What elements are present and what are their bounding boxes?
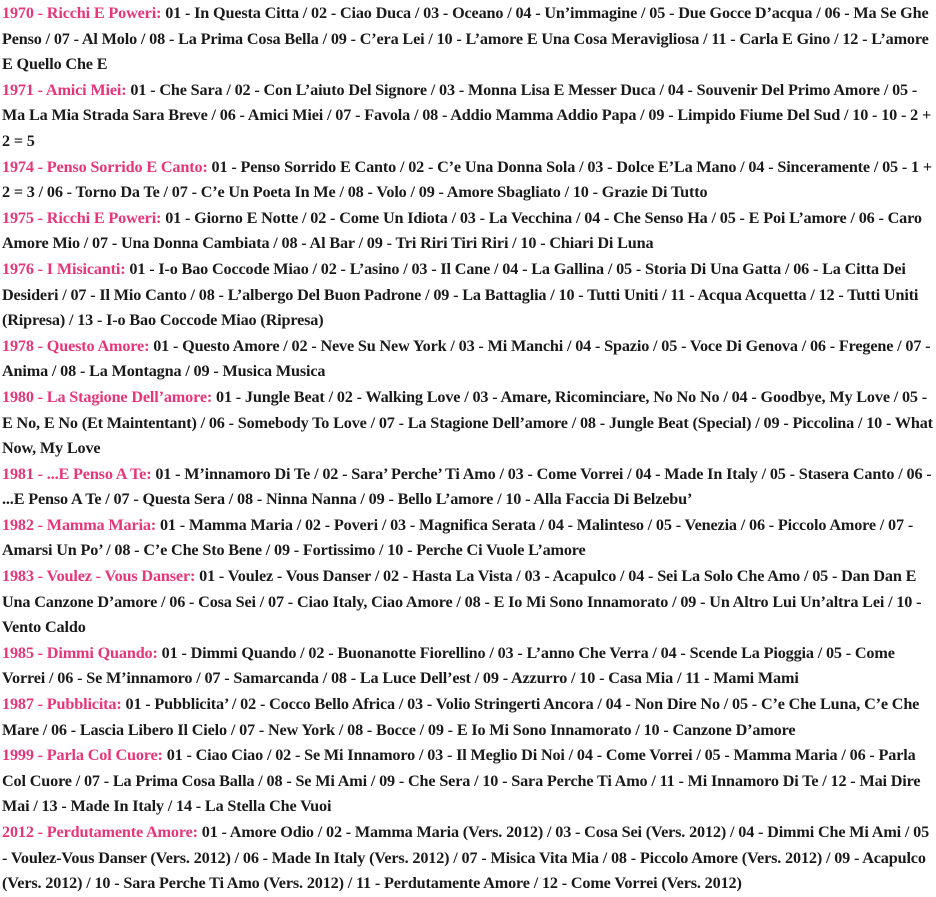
album-track-list: 01 - Mamma Maria / 02 - Poveri / 03 - Magnifica Serata / 04 - Malinteso / 05 - Venezia / 06 - Piccolo Amore / 07 - Amarsi Un Po’ / 08 - C’e Che Sto Bene / 09 - Fortissimo / 10 - Perche Ci Vuole L’amore — [2, 515, 914, 560]
album-heading: 1976 - I Misicanti: — [2, 259, 126, 278]
album-heading: 1999 - Parla Col Cuore: — [2, 746, 163, 765]
album-heading: 1980 - La Stagione Dell’amore: — [2, 387, 213, 406]
album-heading: 1971 - Amici Miei: — [2, 80, 127, 99]
album-track-list: 01 - Voulez - Vous Danser / 02 - Hasta La Vista / 03 - Acapulco / 04 - Sei La Solo Che Amo / 05 - Dan Dan E Una Canzone D’amore / 06 - Cosa Sei / 07 - Ciao Italy, Ciao Amore / 08 - E Io Mi Sono Innamorato / 09 - Un Altro Lui Un’altra Lei / 10 - Vento Caldo — [2, 567, 922, 637]
album-entry-1975 — [2, 206, 934, 257]
album-track-list: 01 - Ciao Ciao / 02 - Se Mi Innamoro / 03 - Il Meglio Di Noi / 04 - Come Vorrei / 05 - Mamma Maria / 06 - Parla Col Cuore / 07 - La Prima Cosa Balla / 08 - Se Mi Ami / 09 - Che Sera / 10 - Sara Perche Ti Amo / 11 - Mi Innamoro Di Te / 12 - Mai Dire Mai / 13 - Made In Italy / 14 - La Stella Che Vuoi — [2, 746, 921, 816]
album-track-list: 01 - Dimmi Quando / 02 - Buonanotte Fiorellino / 03 - L’anno Che Verra / 04 - Scende La Pioggia / 05 - Come Vorrei / 06 - Se M’innamoro / 07 - Samarcanda / 08 - La Luce Dell’est / 09 - Azzurro / 10 - Casa Mia / 11 - Mami Mami — [2, 643, 895, 688]
album-entry-1978 — [2, 334, 934, 385]
album-entry-1971 — [2, 78, 934, 155]
album-entry-1983 — [2, 564, 934, 641]
album-entry-1970 — [2, 1, 934, 78]
album-heading: 1982 - Mamma Maria: — [2, 515, 157, 534]
album-entry-1981 — [2, 462, 934, 513]
album-entry-1974 — [2, 155, 934, 206]
album-track-list: 01 - Questo Amore / 02 - Neve Su New York / 03 - Mi Manchi / 04 - Spazio / 05 - Voce Di Genova / 06 - Fregene / 07 - Anima / 08 - La Montagna / 09 - Musica Musica — [2, 336, 931, 381]
album-entry-1982 — [2, 513, 934, 564]
album-track-list: 01 - Amore Odio / 02 - Mamma Maria (Vers. 2012) / 03 - Cosa Sei (Vers. 2012) / 04 - Dimmi Che Mi Ami / 05 - Voulez-Vous Danser (Vers. 2012) / 06 - Made In Italy (Vers. 2012) / 07 - Misica Vita Mia / 08 - Piccolo Amore (Vers. 2012) / 09 - Acapulco (Vers. 2012) / 10 - Sara Perche Ti Amo (Vers. 2012) / 11 - Perdutamente Amore / 12 - Come Vorrei (Vers. 2012) — [2, 823, 930, 893]
album-heading: 1983 - Voulez - Vous Danser: — [2, 567, 196, 586]
album-heading: 1985 - Dimmi Quando: — [2, 643, 158, 662]
album-entry-1985 — [2, 641, 934, 692]
album-entry-1987 — [2, 692, 934, 743]
album-track-list: 01 - Che Sara / 02 - Con L’aiuto Del Signore / 03 - Monna Lisa E Messer Duca / 04 - Souvenir Del Primo Amore / 05 - Ma La Mia Strada Sara Breve / 06 - Amici Miei / 07 - Favola / 08 - Addio Mamma Addio Papa / 09 - Limpido Fiume Del Sud / 10 - 10 - 2 + 2 = 5 — [2, 80, 932, 150]
album-track-list: 01 - Pubblicita’ / 02 - Cocco Bello Africa / 03 - Volio Stringerti Ancora / 04 - Non Dire No / 05 - C’e Che Luna, C’e Che Mare / 06 - Lascia Libero Il Cielo / 07 - New York / 08 - Bocce / 09 - E Io Mi Sono Innamorato / 10 - Canzone D’amore — [2, 695, 920, 739]
album-heading: 2012 - Perdutamente Amore: — [2, 823, 198, 841]
album-track-list: 01 - Jungle Beat / 02 - Walking Love / 03 - Amare, Ricominciare, No No No / 04 - Goodbye, My Love / 05 - E No, E No (Et Maintentant) / 06 - Somebody To Love / 07 - La Stagione Dell’amore / 08 - Jungle Beat (Special) / 09 - Piccolina / 10 - What Now, My Love — [2, 387, 933, 458]
album-heading: 1987 - Pubblicita: — [2, 695, 122, 714]
album-entry-2012 — [2, 820, 934, 897]
album-heading: 1970 - Ricchi E Poweri: — [2, 4, 162, 22]
album-track-list: 01 - Penso Sorrido E Canto / 02 - C’e Una Donna Sola / 03 - Dolce E’La Mano / 04 - Sinceramente / 05 - 1 + 2 = 3 / 06 - Torno Da Te / 07 - C’e Un Poeta In Me / 08 - Volo / 09 - Amore Sbagliato / 10 - Grazie Di Tutto — [2, 157, 932, 202]
album-track-list: 01 - In Questa Citta / 02 - Ciao Duca / 03 - Oceano / 04 - Un’immagine / 05 - Due Gocce D’acqua / 06 - Ma Se Ghe Penso / 07 - Al Molo / 08 - La Prima Cosa Bella / 09 - C’era Lei / 10 - L’amore E Una Cosa Meravigliosa / 11 - Carla E Gino / 12 - L’amore E Quello Che E — [2, 4, 929, 74]
album-track-list: 01 - I-o Bao Coccode Miao / 02 - L’asino / 03 - Il Cane / 04 - La Gallina / 05 - Storia Di Una Gatta / 06 - La Citta Dei Desideri / 07 - Il Mio Canto / 08 - L’albergo Del Buon Padrone / 09 - La Battaglia / 10 - Tutti Uniti / 11 - Acqua Acquetta / 12 - Tutti Uniti (Ripresa) / 13 - I-o Bao Coccode Miao (Ripresa) — [2, 259, 919, 330]
album-entry-1976 — [2, 257, 934, 334]
album-entry-1980 — [2, 385, 934, 462]
album-heading: 1975 - Ricchi E Poweri: — [2, 208, 162, 227]
album-track-list: 01 - Giorno E Notte / 02 - Come Un Idiota / 03 - La Vecchina / 04 - Che Senso Ha / 05 - E Poi L’amore / 06 - Caro Amore Mio / 07 - Una Donna Cambiata / 08 - Al Bar / 09 - Tri Riri Tiri Riri / 10 - Chiari Di Luna — [2, 208, 922, 253]
album-heading: 1974 - Penso Sorrido E Canto: — [2, 157, 208, 176]
album-heading: 1981 - ...E Penso A Te: — [2, 464, 152, 483]
album-heading: 1978 - Questo Amore: — [2, 336, 150, 355]
album-track-list: 01 - M’innamoro Di Te / 02 - Sara’ Perche’ Ti Amo / 03 - Come Vorrei / 04 - Made In Italy / 05 - Stasera Canto / 06 - ...E Penso A Te / 07 - Questa Sera / 08 - Ninna Nanna / 09 - Bello L’amore / 10 - Alla Faccia Di Belzebu’ — [2, 464, 932, 509]
album-entry-1999 — [2, 743, 934, 820]
